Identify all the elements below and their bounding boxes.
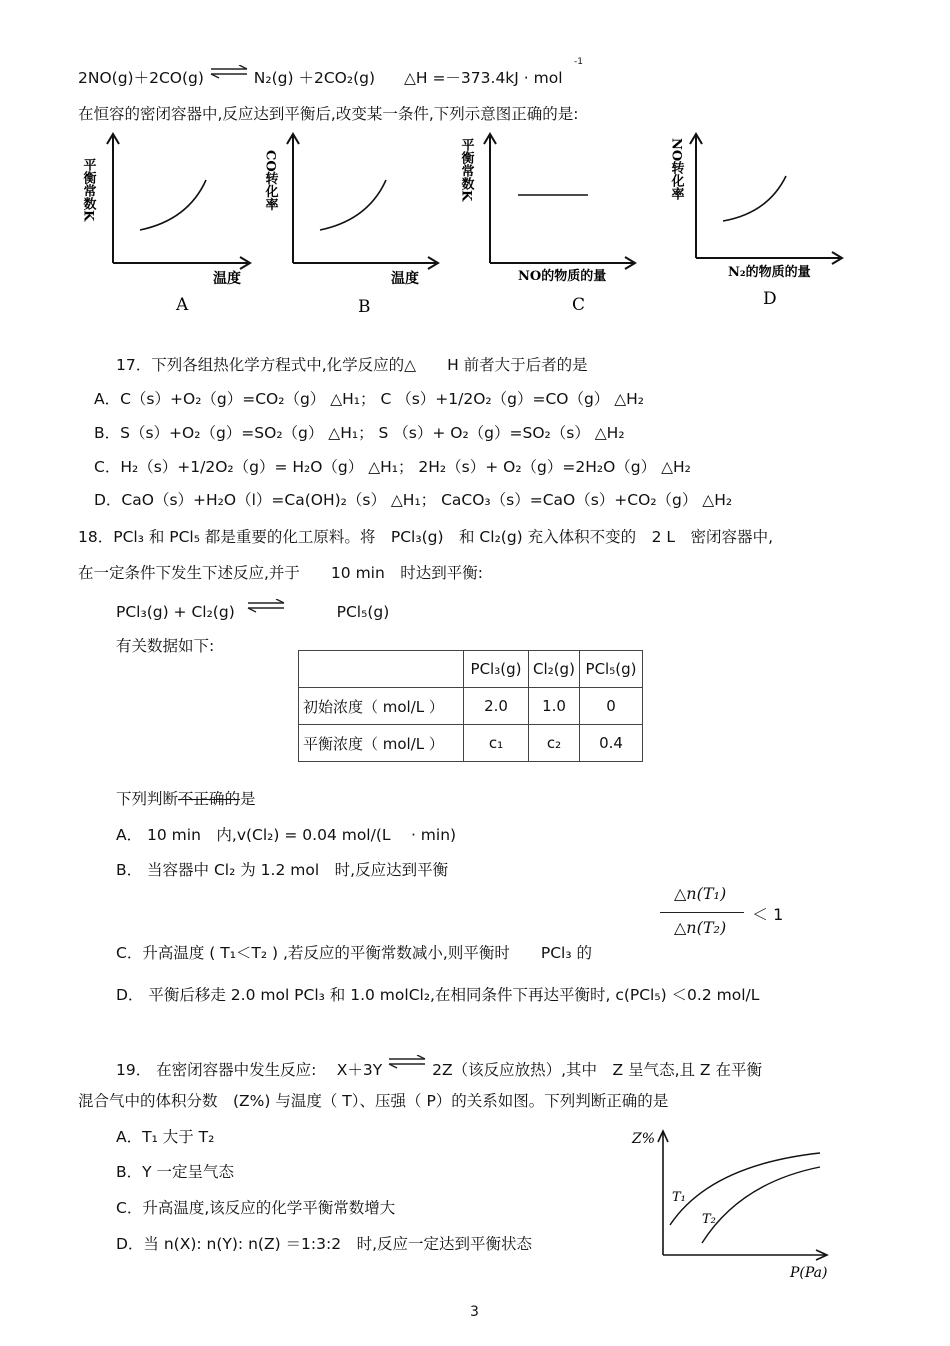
q18-judge — [116, 789, 256, 809]
table-row — [299, 725, 643, 762]
q16-equation — [78, 65, 563, 88]
q16-graphs — [78, 128, 938, 328]
graph-d-ylabel: NO转化率 — [668, 138, 684, 201]
q18-stem-line2: 在一定条件下发生下述反应,并于 10 min 时达到平衡: — [78, 564, 484, 582]
table-cell: 0 — [580, 688, 643, 725]
q18-option-b: B． 当容器中 Cl₂ 为 1.2 mol 时,反应达到平衡 — [116, 861, 449, 879]
q18-option-a: A． 10 min 内,v(Cl₂) = 0.04 mol/(L · min) — [116, 826, 457, 844]
table-cell — [299, 651, 464, 688]
q18-judge-prefix: 下列判断 — [116, 790, 179, 808]
q18-eq-left: PCl₃(g) + Cl₂(g) — [116, 603, 235, 621]
q19-option-b: B．Y 一定呈气态 — [116, 1163, 235, 1181]
fraction-denominator: △n(T₂) — [674, 918, 727, 937]
q19-option-d: D．当 n(X): n(Y): n(Z) ＝1:3:2 时,反应一定达到平衡状态 — [116, 1235, 533, 1253]
equilibrium-arrow-icon — [209, 65, 249, 79]
table-header: PCl₃(g) — [464, 651, 529, 688]
table-cell: 初始浓度（ mol/L ） — [299, 688, 464, 725]
q19-stem-line2: 混合气中的体积分数 (Z%) 与温度（ T）、压强（ P）的关系如图。下列判断正确的是 — [78, 1092, 669, 1110]
table-cell: 0.4 — [580, 725, 643, 762]
q17-option-b: B．S（s）+O₂（g）=SO₂（g） △H₁； S （s）+ O₂（g）=SO₂（s） △H₂ — [94, 424, 625, 442]
fraction-numerator: △n(T₁) — [674, 884, 727, 903]
q19-option-a: A．T₁ 大于 T₂ — [116, 1128, 215, 1146]
table-cell: 1.0 — [529, 688, 580, 725]
table-cell: c₂ — [529, 725, 580, 762]
graph-b-ylabel: CO转化率 — [262, 150, 278, 211]
q18-option-c: C．升高温度 ( T₁＜T₂ ) ,若反应的平衡常数减小,则平衡时 PCl₃ 的 — [116, 944, 592, 962]
q19-curve-t1: T₁ — [672, 1190, 686, 1205]
q16-stem: 在恒容的密闭容器中,反应达到平衡后,改变某一条件,下列示意图正确的是: — [78, 105, 579, 123]
table-row — [299, 688, 643, 725]
graph-c-letter: C — [572, 295, 586, 315]
graph-c-ylabel: 平衡常数K — [458, 138, 474, 202]
table-header-row — [299, 651, 643, 688]
graph-d-xlabel: N₂的物质的量 — [728, 265, 811, 280]
q19-stem-left: 19． 在密闭容器中发生反应: X＋3Y — [116, 1061, 383, 1079]
graph-b-letter: B — [358, 297, 371, 317]
graph-a — [81, 134, 251, 315]
table-header: PCl₅(g) — [580, 651, 643, 688]
q18-data-intro: 有关数据如下: — [116, 637, 215, 655]
q17-option-c: C．H₂（s）+1/2O₂（g）= H₂O（g） △H₁； 2H₂（s）+ O₂（g）=2H₂O（g） △H₂ — [94, 458, 691, 476]
graph-d-letter: D — [763, 289, 777, 309]
q19-curve-t2: T₂ — [702, 1212, 716, 1227]
graph-b — [263, 134, 439, 317]
graph-a-ylabel: 平衡常数K — [80, 158, 96, 222]
q17-option-a: A．C（s）+O₂（g）=CO₂（g） △H₁； C （s）+1/2O₂（g）=CO（g） △H₂ — [94, 390, 645, 408]
table-header: Cl₂(g) — [529, 651, 580, 688]
fraction-relation: ＜ 1 — [752, 905, 784, 924]
q16-eq-left: 2NO(g)＋2CO(g) — [78, 69, 204, 87]
q16-eq-right: N₂(g) ＋2CO₂(g) — [253, 69, 375, 87]
table-cell: 平衡浓度（ mol/L ） — [299, 725, 464, 762]
q19-stem-right: 2Z（该反应放热）,其中 Z 呈气态,且 Z 在平衡 — [432, 1061, 762, 1079]
q18-judge-suffix: 是 — [240, 790, 256, 808]
fraction-bar — [660, 912, 744, 913]
q19-xlabel: P(Pa) — [790, 1265, 828, 1281]
graph-c-xlabel: NO的物质的量 — [518, 269, 607, 284]
page-number: 3 — [470, 1304, 479, 1320]
q17-stem: 17．下列各组热化学方程式中,化学反应的△ H 前者大于后者的是 — [116, 356, 588, 374]
q18-data-table — [298, 650, 643, 762]
q19-stem-line1 — [116, 1055, 762, 1080]
q19-graph — [630, 1125, 830, 1285]
graph-c — [459, 134, 636, 315]
q18-judge-strike: 不正确的 — [178, 790, 241, 808]
graph-a-xlabel: 温度 — [213, 271, 241, 287]
q18-option-d: D． 平衡后移走 2.0 mol PCl₃ 和 1.0 molCl₂,在相同条件下再达平衡时, c(PCl₅) ＜0.2 mol/L — [116, 986, 760, 1004]
q18-eq-right: PCl₅(g) — [336, 603, 390, 621]
q18-fraction — [660, 884, 800, 944]
q17-option-d: D．CaO（s）+H₂O（l）=Ca(OH)₂（s） △H₁； CaCO₃（s）=CaO（s）+CO₂（g） △H₂ — [94, 491, 733, 509]
equilibrium-arrow-icon — [246, 599, 288, 613]
graph-b-xlabel: 温度 — [391, 271, 419, 287]
q16-eq-sup: -1 — [574, 57, 583, 67]
table-cell: 2.0 — [464, 688, 529, 725]
graph-a-letter: A — [176, 295, 189, 315]
q19-option-c: C．升高温度,该反应的化学平衡常数增大 — [116, 1199, 396, 1217]
q18-equation — [116, 599, 389, 622]
q16-eq-dh: △H =－373.4kJ · mol — [403, 69, 563, 87]
q18-stem-line1: 18．PCl₃ 和 PCl₅ 都是重要的化工原料。将 PCl₃(g) 和 Cl₂(g) 充入体积不变的 2 L 密闭容器中, — [78, 528, 773, 546]
q19-ylabel: Z% — [632, 1131, 656, 1147]
table-cell: c₁ — [464, 725, 529, 762]
equilibrium-arrow-icon — [387, 1055, 427, 1069]
graph-d — [669, 134, 843, 309]
